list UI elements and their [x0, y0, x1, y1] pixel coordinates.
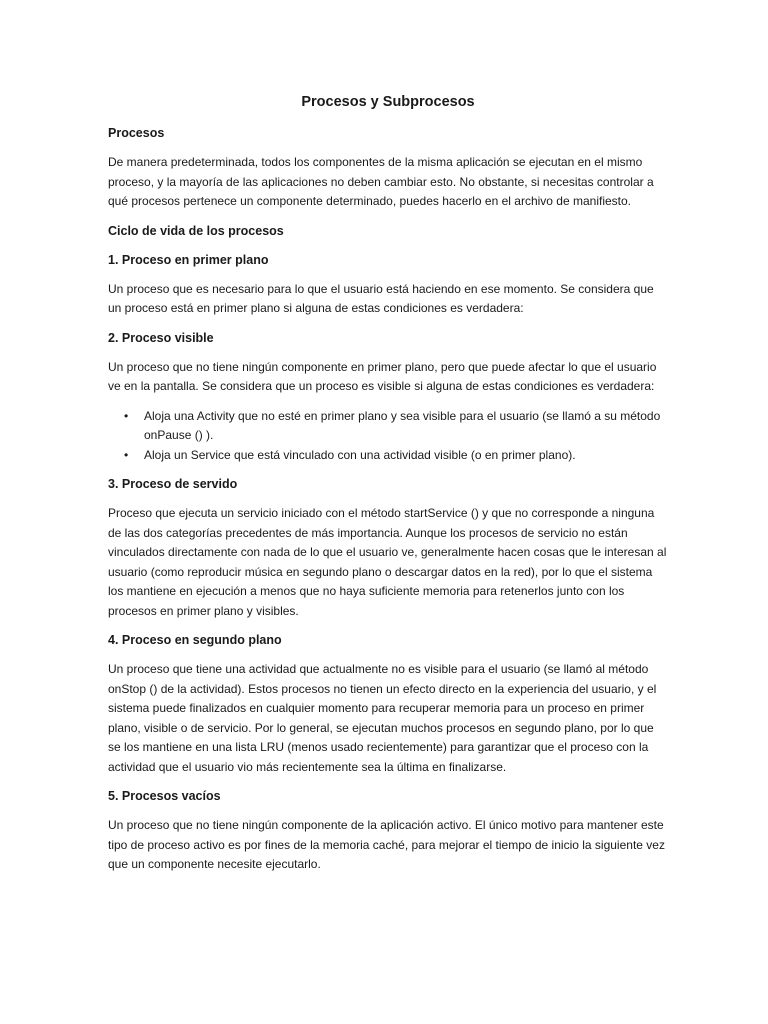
list-item-text: Aloja una Activity que no esté en primer plano y sea visible para el usuario (se llamó a su método onPause () ). [144, 408, 661, 442]
section-heading-proceso-de-servido: 3. Proceso de servido [108, 477, 238, 491]
section-heading-procesos: Procesos [108, 126, 165, 140]
bullet-icon: • [124, 408, 129, 423]
bullet-list-proceso-visible [108, 407, 668, 466]
paragraph-procesos-vacios: Un proceso que no tiene ningún componente de la aplicación activo. El único motivo para mantener este tipo de proceso activo es por fines de la memoria caché, para mejorar el tiempo de inicio la siguiente vez que un componente necesite ejecutarlo. [108, 818, 665, 871]
paragraph-primer-plano: Un proceso que es necesario para lo que el usuario está haciendo en ese momento. Se considera que un proceso está en primer plano si alguna de estas condiciones es verdadera: [108, 281, 654, 315]
section-heading-ciclo-de-vida: Ciclo de vida de los procesos [108, 223, 284, 238]
paragraph-segundo-plano: Un proceso que tiene una actividad que actualmente no es visible para el usuario (se llamó al método onStop () de la actividad). Estos procesos no tienen un efecto directo en la experiencia del usuario, y el sistema puede finalizados en cualquier momento para recuperar memoria para un proceso en primer plano, visible o de servicio. Por lo general, se ejecutan muchos procesos en segundo plano, por lo que se los mantiene en una lista LRU (menos usado recientemente) para garantizar que el proceso con la actividad que el usuario vio más recientemente sea la última en finalizarse. [108, 662, 657, 774]
section-heading-segundo-plano: 4. Proceso en segundo plano [108, 633, 282, 647]
paragraph-procesos: De manera predeterminada, todos los componentes de la misma aplicación se ejecutan en el mismo proceso, y la mayoría de las aplicaciones no deben cambiar esto. No obstante, si necesitas controlar a qué procesos pertenece un componente determinado, puedes hacerlo en el archivo de manifiesto. [108, 155, 654, 208]
section-heading-primer-plano: 1. Proceso en primer plano [108, 252, 269, 267]
list-item [116, 446, 668, 466]
section-heading-proceso-visible: 2. Proceso visible [108, 330, 214, 345]
bullet-icon: • [124, 447, 129, 462]
list-item-text: Aloja un Service que está vinculado con una actividad visible (o en primer plano). [144, 447, 576, 462]
list-item [116, 407, 668, 446]
paragraph-proceso-visible: Un proceso que no tiene ningún componente en primer plano, pero que puede afectar lo que el usuario ve en la pantalla. Se considera que un proceso es visible si alguna de estas condiciones es verdadera: [108, 359, 657, 393]
document-title: Procesos y Subprocesos [301, 94, 475, 110]
paragraph-proceso-de-servido: Proceso que ejecuta un servicio iniciado con el método startService () y que no corresponde a ninguna de las dos categorías precedentes de más importancia. Aunque los procesos de servicio no están vinculados directamente con nada de lo que el usuario ve, generalmente hacen cosas que le interesan al usuario (como reproducir música en segundo plano o descargar datos en la red), por lo que el sistema los mantiene en ejecución a menos que no haya suficiente memoria para retenerlos junto con los procesos en primer plano y visibles. [108, 506, 667, 618]
section-heading-procesos-vacios: 5. Procesos vacíos [108, 789, 221, 803]
document-content [108, 92, 668, 885]
